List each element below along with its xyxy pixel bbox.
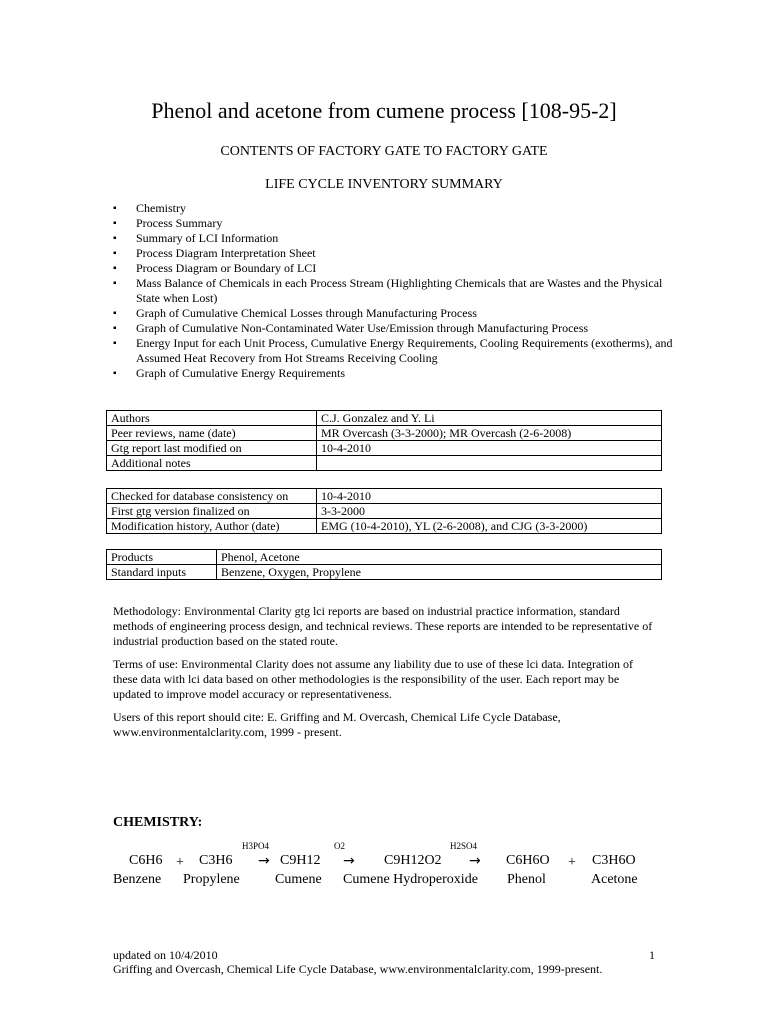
arrow-icon: → <box>343 853 355 869</box>
formula: C9H12O2 <box>384 853 442 868</box>
table-row <box>107 456 662 471</box>
authors-table <box>106 410 662 471</box>
catalyst-label: O2 <box>334 841 345 851</box>
formula: C3H6O <box>592 853 636 868</box>
list-item: ▪ Graph of Cumulative Chemical Losses through Manufacturing Process <box>113 306 676 321</box>
list-item: ▪ Energy Input for each Unit Process, Cumulative Energy Requirements, Cooling Requirements (exotherms), and Assumed Heat Recovery from Hot Streams Receiving Cooling <box>113 336 676 366</box>
list-item: ▪ Process Summary <box>113 216 676 231</box>
table-row <box>107 550 662 565</box>
table-cell <box>317 456 662 471</box>
table-row <box>107 426 662 441</box>
compound-name: Acetone <box>591 872 638 887</box>
table-row <box>107 519 662 534</box>
terms-of-use-paragraph: Terms of use: Environmental Clarity does not assume any liability due to use of these lci data. Integration of these data with lci data based on other methodologies is the responsibility of the user. Each report may be updated to improve model accuracy or representativeness. <box>113 657 634 701</box>
catalyst-label: H3PO4 <box>242 841 270 851</box>
table-row <box>107 411 662 426</box>
subtitle-contents: CONTENTS OF FACTORY GATE TO FACTORY GATE <box>220 144 548 159</box>
table-cell: Peer reviews, name (date) <box>107 426 317 441</box>
compound-name: Propylene <box>183 872 240 887</box>
formula: C3H6 <box>199 853 233 868</box>
list-item: ▪ Summary of LCI Information <box>113 231 676 246</box>
table-cell: EMG (10-4-2010), YL (2-6-2008), and CJG (3-3-2000) <box>317 519 662 534</box>
compound-name: Phenol <box>507 872 546 887</box>
formula: C6H6 <box>129 853 163 868</box>
footer-citation: Griffing and Overcash, Chemical Life Cycle Database, www.environmentalclarity.com, 1999-present. <box>113 962 603 976</box>
list-item: ▪ Process Diagram Interpretation Sheet <box>113 246 676 261</box>
citation-paragraph: Users of this report should cite: E. Griffing and M. Overcash, Chemical Life Cycle Database, www.environmentalclarity.com, 1999 - present. <box>113 710 561 739</box>
table-cell: 10-4-2010 <box>317 489 662 504</box>
table-cell: Products <box>107 550 217 565</box>
page-title: Phenol and acetone from cumene process [108-95-2] <box>151 98 617 123</box>
table-cell: First gtg version finalized on <box>107 504 317 519</box>
arrow-icon: → <box>469 853 481 869</box>
version-table <box>106 488 662 534</box>
plus-sign: + <box>176 855 184 870</box>
formula: C9H12 <box>280 853 321 868</box>
table-cell: Standard inputs <box>107 565 217 580</box>
table-cell: 3-3-2000 <box>317 504 662 519</box>
list-item: ▪ Mass Balance of Chemicals in each Process Stream (Highlighting Chemicals that are Wastes and the Physical State when Lost) <box>113 276 676 306</box>
plus-sign: + <box>568 855 576 870</box>
compound-name: Benzene <box>113 872 162 887</box>
methodology-paragraph: Methodology: Environmental Clarity gtg lci reports are based on industrial practice information, standard methods of engineering process design, and technical reviews. These reports are intended to be representative of industrial production based on the stated route. <box>113 604 653 648</box>
table-cell: Authors <box>107 411 317 426</box>
table-cell: 10-4-2010 <box>317 441 662 456</box>
products-table <box>106 549 662 580</box>
table-cell: Modification history, Author (date) <box>107 519 317 534</box>
footer-updated: updated on 10/4/2010 <box>113 948 218 962</box>
table-row <box>107 441 662 456</box>
compound-name: Cumene <box>275 872 322 887</box>
contents-list <box>113 201 676 381</box>
catalyst-label: H2SO4 <box>450 841 478 851</box>
page-number: 1 <box>649 948 655 962</box>
arrow-icon: → <box>258 853 270 869</box>
table-row <box>107 489 662 504</box>
table-cell: Benzene, Oxygen, Propylene <box>217 565 662 580</box>
table-cell: Phenol, Acetone <box>217 550 662 565</box>
list-item: ▪ Process Diagram or Boundary of LCI <box>113 261 676 276</box>
table-cell: Additional notes <box>107 456 317 471</box>
subtitle-lci-summary: LIFE CYCLE INVENTORY SUMMARY <box>265 177 503 192</box>
compound-name: Cumene Hydroperoxide <box>343 872 478 887</box>
table-cell: Checked for database consistency on <box>107 489 317 504</box>
list-item: ▪ Graph of Cumulative Energy Requirements <box>113 366 676 381</box>
list-item: ▪ Graph of Cumulative Non-Contaminated Water Use/Emission through Manufacturing Process <box>113 321 676 336</box>
table-row <box>107 565 662 580</box>
chemistry-heading: CHEMISTRY: <box>113 815 203 830</box>
table-cell: Gtg report last modified on <box>107 441 317 456</box>
formula: C6H6O <box>506 853 550 868</box>
table-row <box>107 504 662 519</box>
table-cell: MR Overcash (3-3-2000); MR Overcash (2-6-2008) <box>317 426 662 441</box>
table-cell: C.J. Gonzalez and Y. Li <box>317 411 662 426</box>
list-item: ▪ Chemistry <box>113 201 676 216</box>
